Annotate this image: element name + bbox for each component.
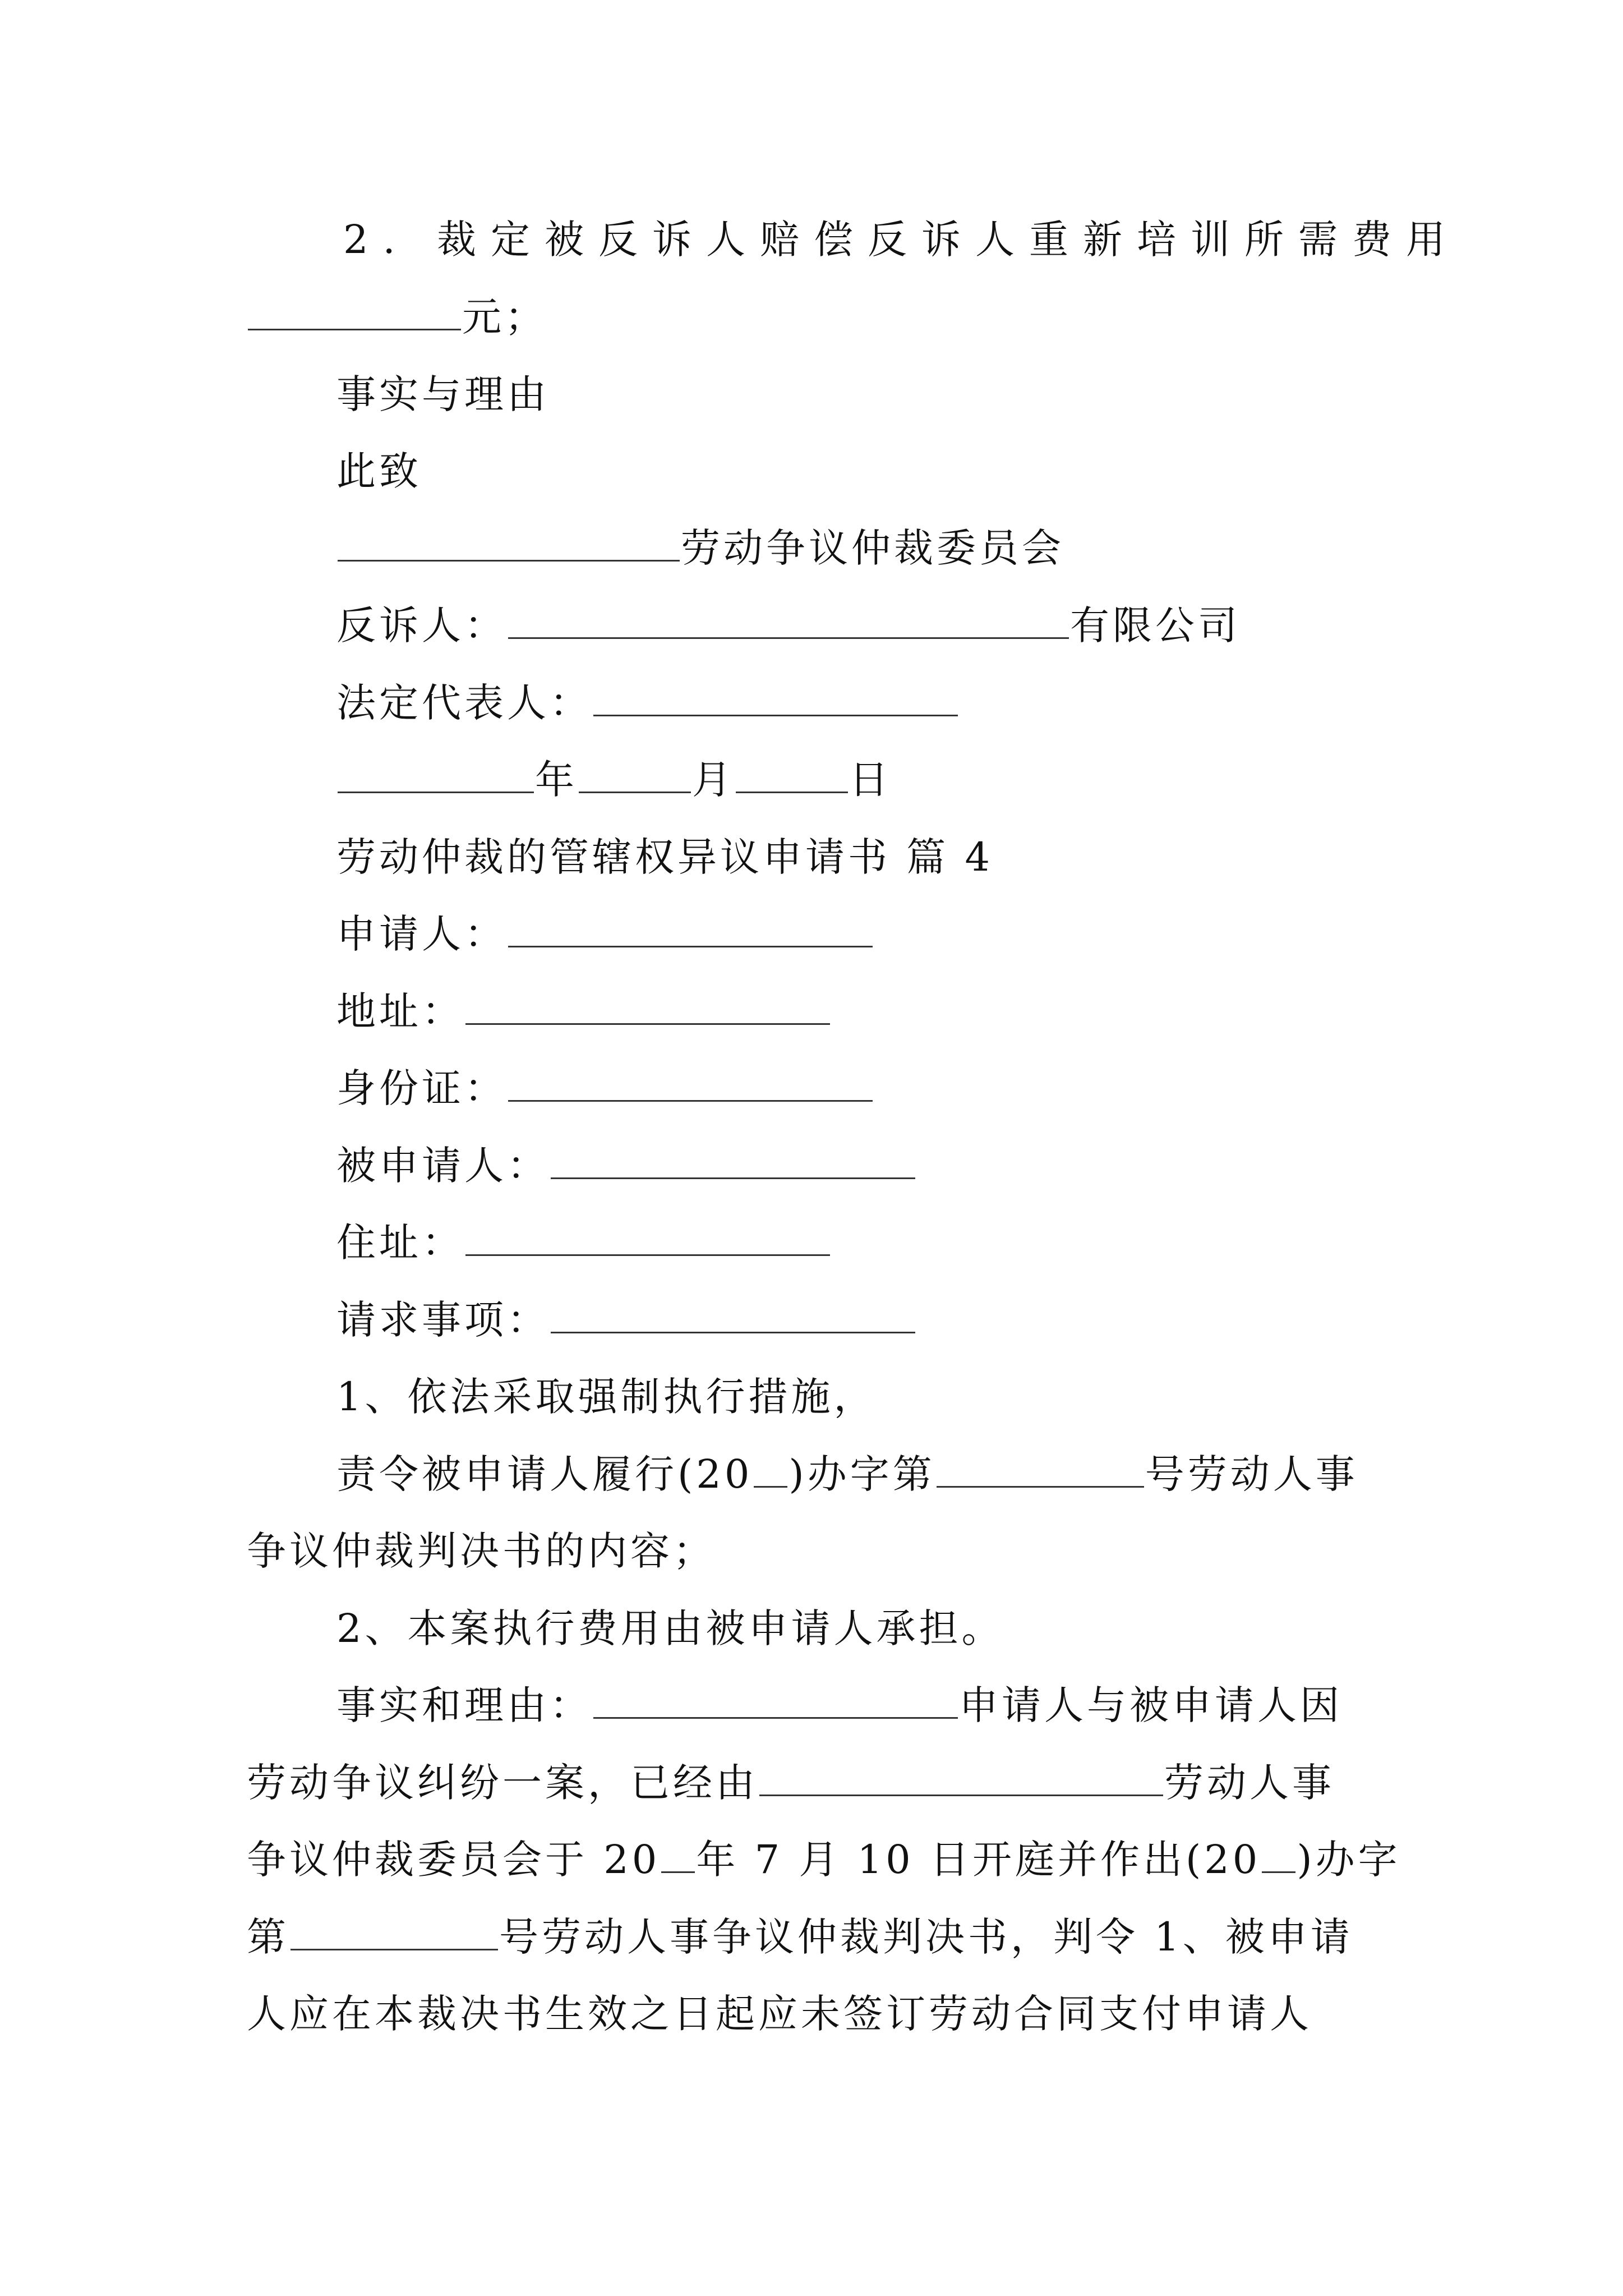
residence-line bbox=[336, 1220, 831, 1266]
salutation bbox=[336, 448, 422, 494]
counterclaimant-line bbox=[336, 602, 1241, 648]
facts-blank bbox=[593, 1688, 958, 1719]
respondent-line bbox=[336, 1143, 916, 1189]
clause-2-label: 2. 裁定被反诉人赔偿反诉人重新培训所需费用 bbox=[343, 217, 1460, 263]
facts-line-3-c: )办字 bbox=[1297, 1837, 1401, 1883]
legal-rep-label: 法定代表人： bbox=[336, 680, 592, 726]
id-blank bbox=[508, 1071, 873, 1102]
section-title-text: 劳动仲裁的管辖权异议申请书 篇 4 bbox=[336, 834, 994, 880]
legal-rep-blank bbox=[593, 685, 958, 716]
amount-unit: 元； bbox=[462, 294, 547, 340]
claim-1-end-text: 争议仲裁判决书的内容； bbox=[247, 1528, 716, 1574]
respondent-blank bbox=[551, 1148, 915, 1179]
claim-1-text: 1、依法采取强制执行措施， bbox=[336, 1374, 877, 1420]
facts-line-4 bbox=[247, 1914, 1353, 1960]
facts-heading-text: 事实与理由 bbox=[336, 371, 550, 417]
claims-line bbox=[336, 1297, 916, 1343]
claim-1-cont-c: 号劳动人事 bbox=[1145, 1451, 1358, 1497]
claim-1-cont-b: )办字第 bbox=[789, 1451, 935, 1497]
claim-1-cont bbox=[336, 1451, 1358, 1497]
tribunal-blank bbox=[759, 1765, 1163, 1796]
residence-label: 住址： bbox=[336, 1220, 464, 1266]
applicant-blank bbox=[508, 917, 873, 947]
facts-line-5-text: 人应在本裁决书生效之日起应未签订劳动合同支付申请人 bbox=[247, 1991, 1312, 2037]
legal-rep-line bbox=[336, 680, 959, 726]
amount-line bbox=[247, 294, 547, 340]
claim-1 bbox=[336, 1374, 877, 1420]
facts-line-5 bbox=[247, 1991, 1312, 2037]
committee-blank bbox=[338, 531, 680, 562]
ruling-year-blank bbox=[1262, 1842, 1295, 1873]
facts-line-4-a: 第 bbox=[247, 1914, 289, 1960]
residence-blank bbox=[465, 1225, 830, 1256]
committee-text: 劳动争议仲裁委员会 bbox=[681, 525, 1064, 571]
facts-line-4-b: 号劳动人事争议仲裁判决书，判令 1、被申请 bbox=[499, 1914, 1353, 1960]
year-suffix-blank bbox=[754, 1457, 787, 1488]
claim-2-text: 2、本案执行费用由被申请人承担。 bbox=[336, 1605, 1004, 1651]
committee-line bbox=[336, 525, 1064, 571]
respondent-label: 被申请人： bbox=[336, 1143, 550, 1189]
facts-heading bbox=[336, 371, 550, 417]
address-blank bbox=[465, 994, 830, 1025]
section-title bbox=[336, 834, 994, 880]
claim-1-end bbox=[247, 1528, 716, 1574]
facts-line-2-b: 劳动人事 bbox=[1164, 1760, 1335, 1806]
month-label: 月 bbox=[692, 757, 735, 803]
facts-line-3-a: 争议仲裁委员会于 20 bbox=[247, 1837, 661, 1883]
address-label: 地址： bbox=[336, 988, 464, 1034]
facts-line-1 bbox=[336, 1682, 1343, 1728]
claim-2 bbox=[336, 1605, 1004, 1651]
company-suffix: 有限公司 bbox=[1070, 602, 1241, 648]
claims-blank bbox=[551, 1303, 915, 1333]
counterclaimant-label: 反诉人： bbox=[336, 602, 507, 648]
facts-line-1-text: 申请人与被申请人因 bbox=[959, 1682, 1343, 1728]
id-line bbox=[336, 1065, 874, 1111]
facts-line-2-a: 劳动争议纠纷一案，已经由 bbox=[247, 1760, 758, 1806]
day-blank bbox=[736, 762, 848, 793]
facts-line-3 bbox=[247, 1837, 1401, 1883]
clause-2-text bbox=[343, 217, 1460, 263]
id-label: 身份证： bbox=[336, 1065, 507, 1111]
ruling-number-blank bbox=[291, 1920, 498, 1950]
applicant-line bbox=[336, 911, 874, 957]
claim-1-cont-a: 责令被申请人履行(20 bbox=[336, 1451, 753, 1497]
year-label: 年 bbox=[535, 757, 578, 803]
claims-label: 请求事项： bbox=[336, 1297, 550, 1343]
salutation-text: 此致 bbox=[336, 448, 422, 494]
counterclaimant-blank bbox=[508, 608, 1069, 639]
address-line bbox=[336, 988, 831, 1034]
month-blank bbox=[579, 762, 691, 793]
day-label: 日 bbox=[849, 757, 892, 803]
facts-line-2 bbox=[247, 1760, 1335, 1806]
amount-blank bbox=[248, 300, 461, 330]
hearing-year-blank bbox=[661, 1842, 695, 1873]
year-blank bbox=[338, 762, 534, 793]
applicant-label: 申请人： bbox=[336, 911, 507, 957]
facts-label: 事实和理由： bbox=[336, 1682, 592, 1728]
date-line bbox=[336, 757, 892, 803]
case-number-blank bbox=[937, 1457, 1144, 1488]
facts-line-3-b: 年 7 月 10 日开庭并作出(20 bbox=[696, 1837, 1261, 1883]
